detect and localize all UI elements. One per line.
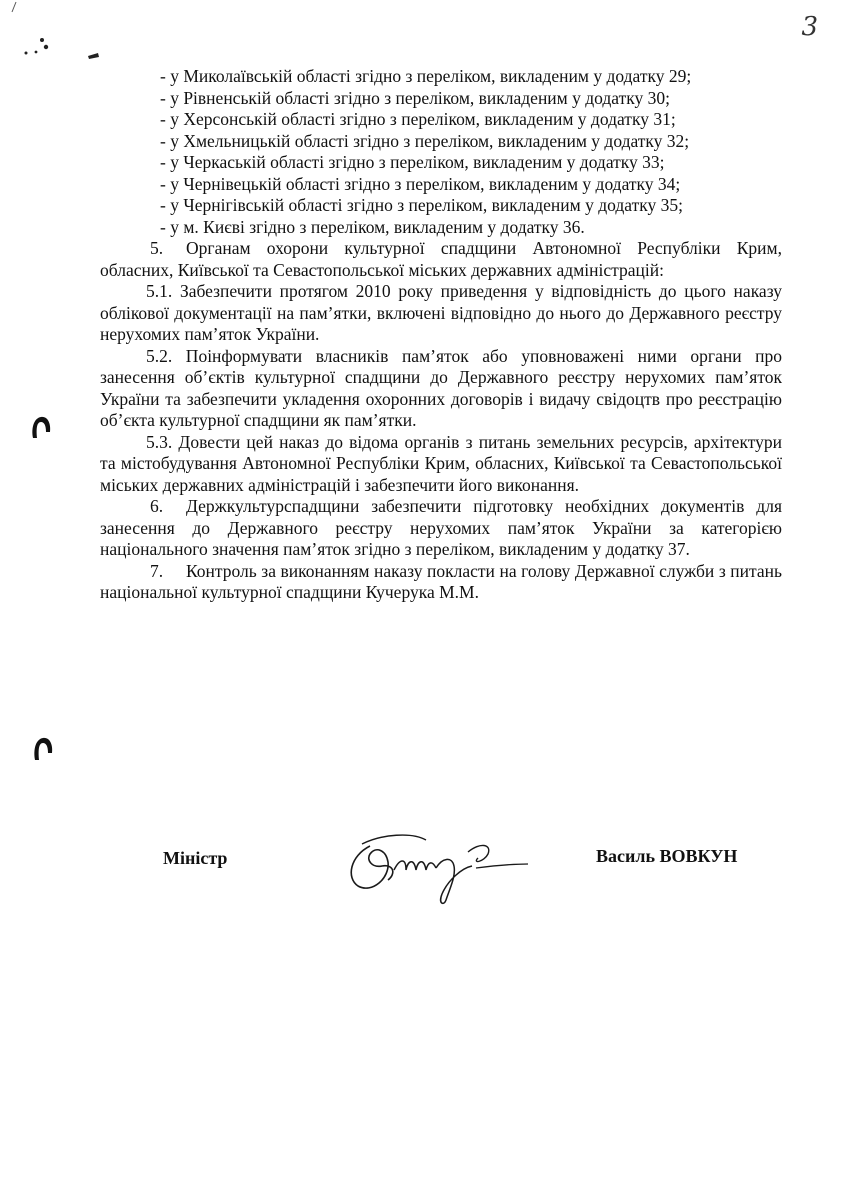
- list-item: - у Хмельницькій області згідно з переліком, викладеним у додатку 32;: [160, 130, 690, 151]
- paragraph-6: [100, 496, 782, 561]
- paragraph-number: 7.: [150, 560, 164, 581]
- region-list: [100, 66, 782, 238]
- list-item: - у Миколаївській області згідно з переліком, викладеним у додатку 29;: [160, 66, 692, 86]
- list-item: - у Чернівецькій області згідно з переліком, викладеним у додатку 34;: [160, 173, 681, 194]
- paragraph-text: Органам охорони культурної спадщини Автономної Республіки Крим, обласних, Київської та Севастопольської міських державних адміністрацій:: [100, 238, 782, 280]
- punch-hole-mark: [32, 735, 54, 761]
- document-body: [100, 66, 782, 604]
- signature-block: [0, 828, 846, 908]
- list-item: - у м. Києві згідно з переліком, викладеним у додатку 36.: [160, 216, 585, 237]
- signer-title: Міністр: [163, 848, 228, 868]
- paragraph-5-1: 5.1. Забезпечити протягом 2010 року приведення у відповідність до цього наказу облікової документації на пам’ятки, включені відповідно до нього до Державного реєстру нерухомих пам’яток України.: [100, 281, 782, 344]
- list-item: - у Черкаській області згідно з переліком, викладеним у додатку 33;: [160, 152, 665, 172]
- list-item: - у Чернігівській області згідно з переліком, викладеним у додатку 35;: [160, 195, 683, 215]
- page-number: 3: [801, 12, 818, 42]
- paragraph-text: Контроль за виконанням наказу покласти на голову Державної служби з питань національної культурної спадщини Кучерука М.М.: [100, 560, 782, 602]
- punch-hole-mark: [30, 414, 52, 440]
- list-item: - у Рівненській області згідно з переліком, викладеним у додатку 30;: [160, 87, 671, 108]
- paragraph-text: Держкультурспадщини забезпечити підготовку необхідних документів для занесення до Державного реєстру нерухомих пам’яток України за категорією національного значення пам’яток згідно з переліком, викладеним у додатку 37.: [100, 496, 782, 559]
- paragraph-number: 6.: [150, 496, 164, 516]
- handwritten-signature: [342, 828, 542, 908]
- paragraph-7: [100, 561, 782, 604]
- paragraph-5-3: 5.3. Довести цей наказ до відома органів з питань земельних ресурсів, архітектури та містобудування Автономної Республіки Крим, обласних, Київської та Севастопольської міських державних адміністрацій і забезпечити його виконання.: [100, 431, 782, 495]
- paragraph-5-2: 5.2. Поінформувати власників пам’яток або уповноважені ними органи про занесення об’єктів культурної спадщини до Державного реєстру нерухомих пам’яток України та забезпечити укладення охоронних договорів і видачу свідоцтв про реєстрацію об’єкта культурної спадщини як пам’ятки.: [100, 345, 782, 430]
- signer-name: Василь ВОВКУН: [596, 846, 738, 866]
- paragraph-5: [100, 238, 782, 281]
- paragraph-number: 5.: [150, 238, 164, 258]
- list-item: - у Херсонській області згідно з переліком, викладеним у додатку 31;: [160, 109, 676, 129]
